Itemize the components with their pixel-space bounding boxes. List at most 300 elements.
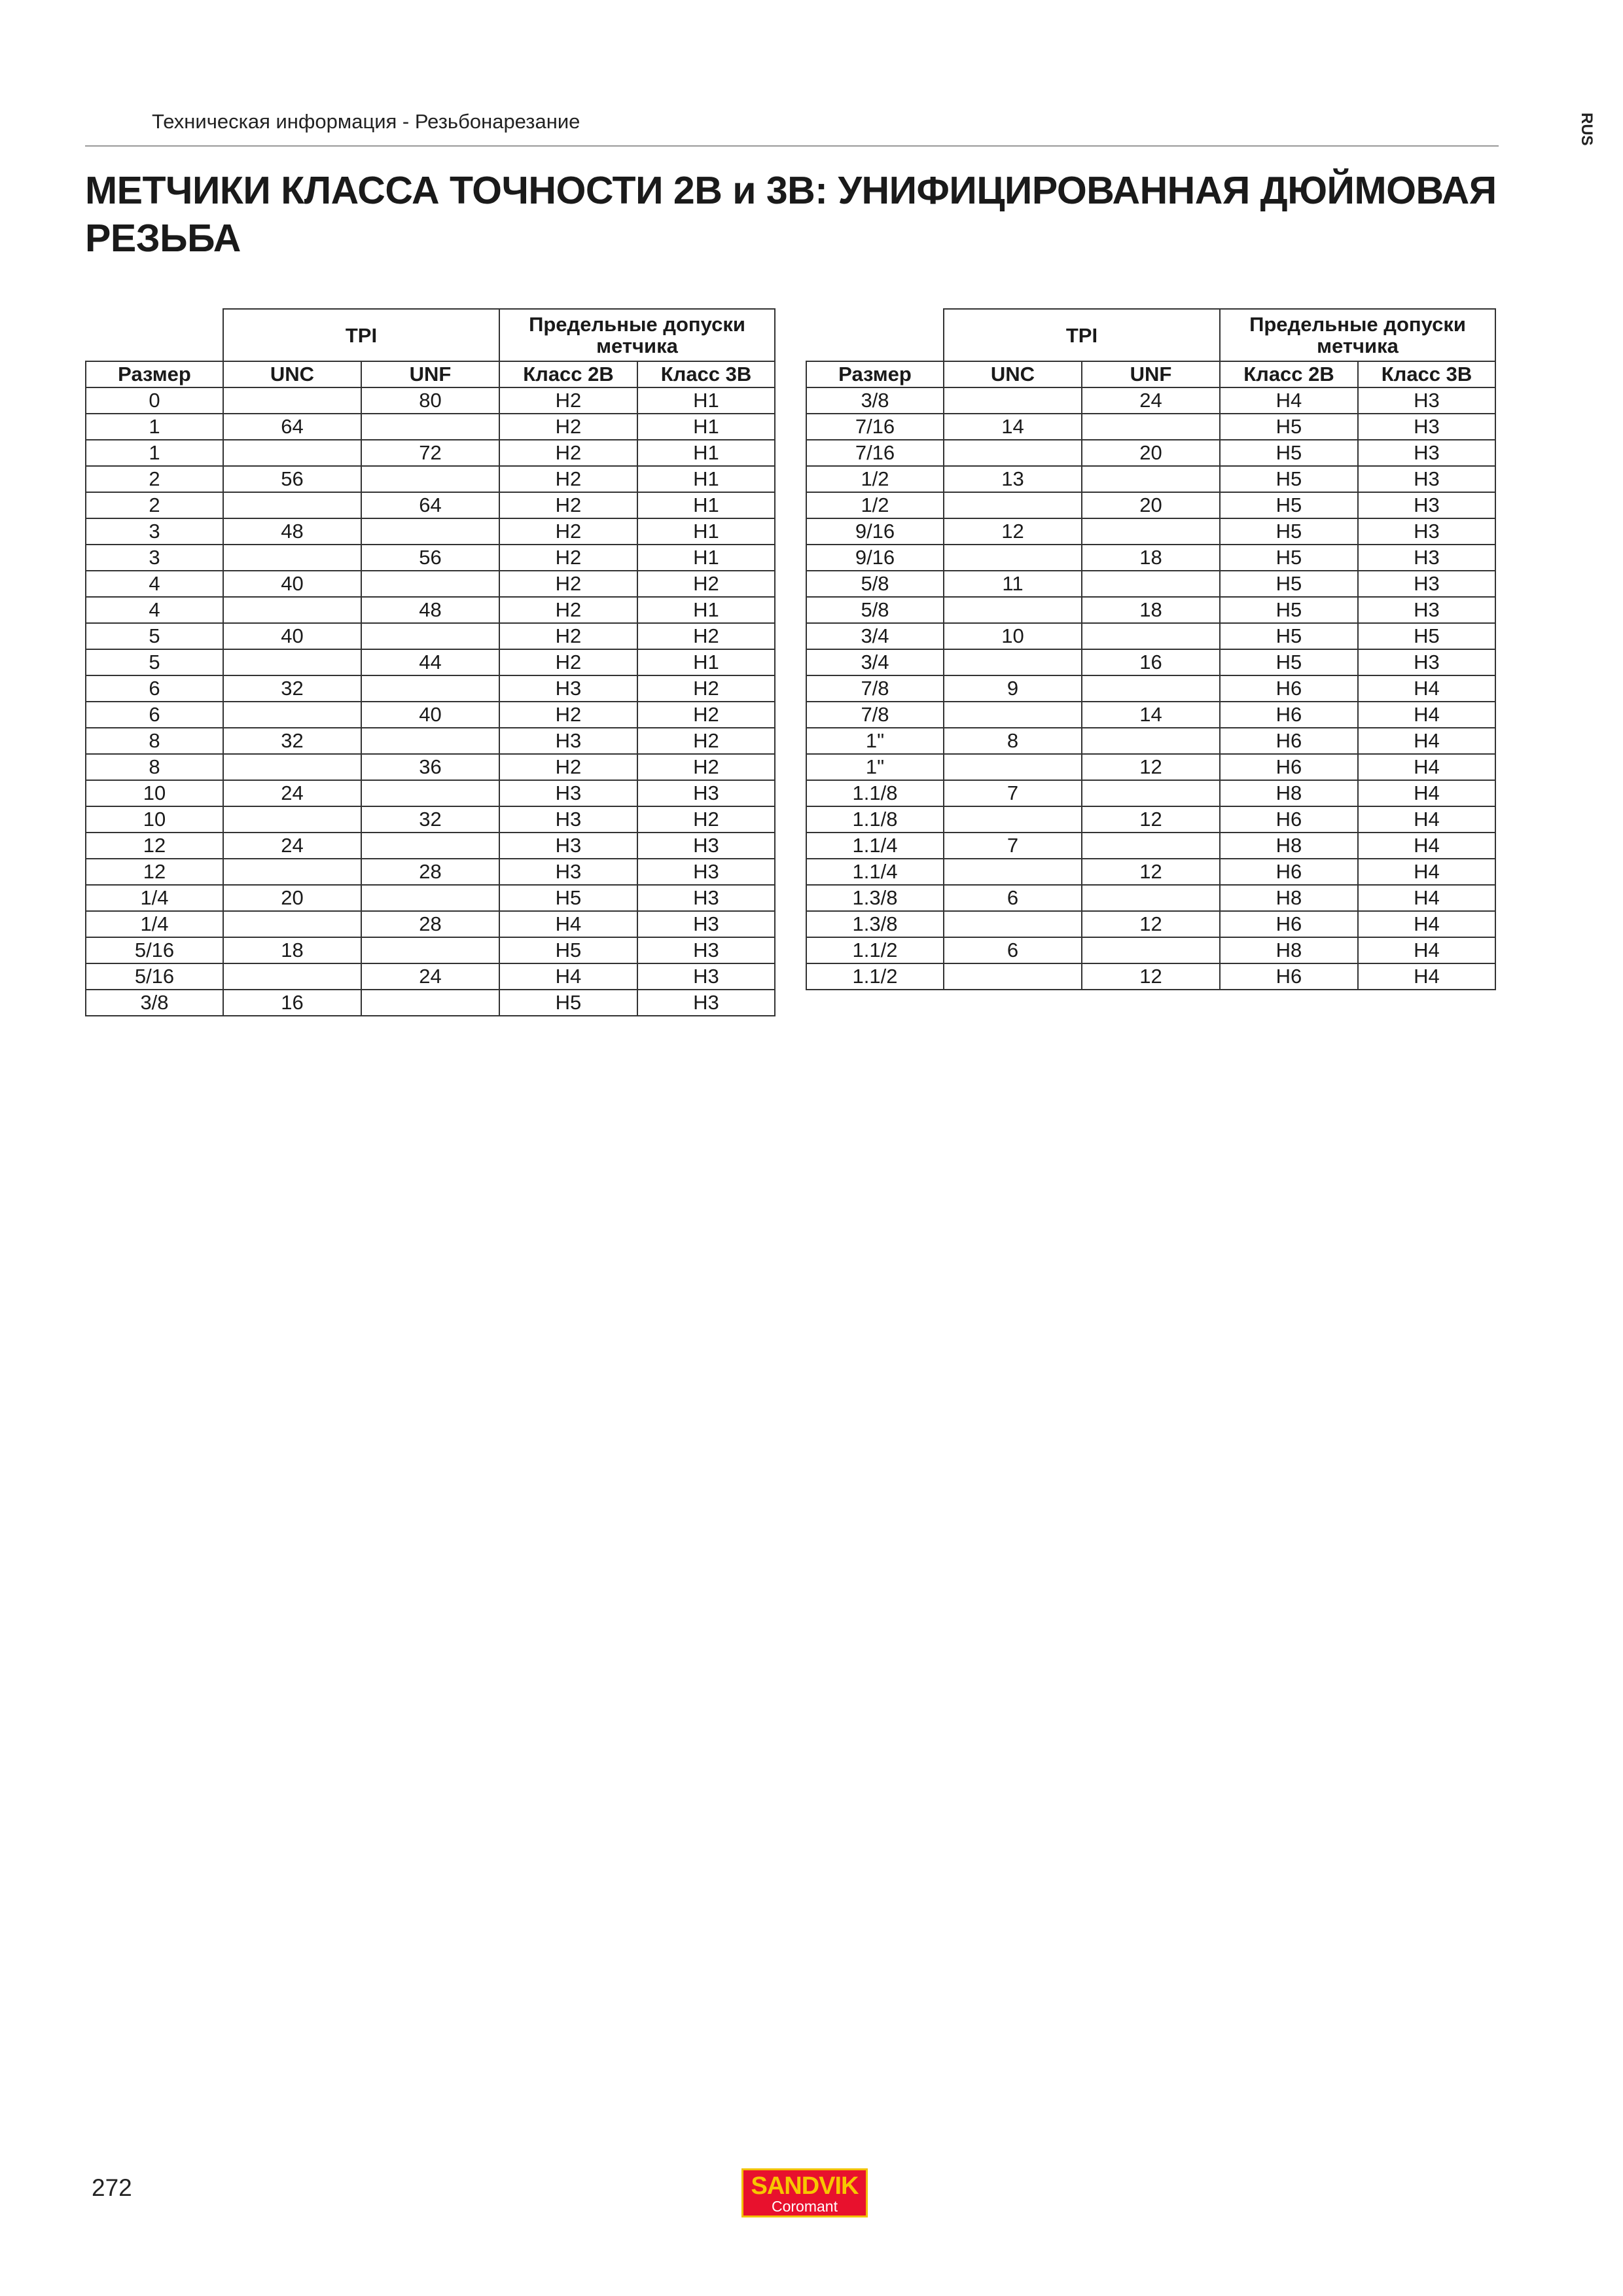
class-2b-cell: H2 bbox=[499, 440, 637, 466]
class-3b-cell: H2 bbox=[637, 675, 775, 702]
class-3b-cell: H4 bbox=[1358, 833, 1495, 859]
size-cell: 3 bbox=[86, 518, 223, 545]
class-3b-cell: H3 bbox=[1358, 571, 1495, 597]
size-cell: 5/8 bbox=[806, 597, 944, 623]
class-3b-cell: H4 bbox=[1358, 885, 1495, 911]
table-row bbox=[806, 649, 1495, 675]
unf-cell bbox=[361, 833, 499, 859]
table-row bbox=[806, 702, 1495, 728]
unc-cell: 7 bbox=[944, 780, 1082, 806]
table-row bbox=[806, 571, 1495, 597]
table-row bbox=[86, 675, 775, 702]
size-cell: 4 bbox=[86, 597, 223, 623]
class-3b-cell: H1 bbox=[637, 597, 775, 623]
class-2b-cell: H3 bbox=[499, 728, 637, 754]
size-cell: 10 bbox=[86, 780, 223, 806]
class-2b-cell: H5 bbox=[1220, 518, 1358, 545]
unc-column-header: UNC bbox=[944, 361, 1082, 387]
table-row bbox=[86, 545, 775, 571]
class-3b-cell: H4 bbox=[1358, 937, 1495, 963]
unf-cell: 40 bbox=[361, 702, 499, 728]
size-cell: 1.1/4 bbox=[806, 833, 944, 859]
class-3b-cell: H4 bbox=[1358, 780, 1495, 806]
class-3b-cell: H4 bbox=[1358, 911, 1495, 937]
unf-cell: 36 bbox=[361, 754, 499, 780]
header-blank-cell bbox=[806, 309, 944, 361]
unf-cell bbox=[1082, 728, 1220, 754]
table-row bbox=[86, 387, 775, 414]
class-3b-cell: H3 bbox=[1358, 545, 1495, 571]
class-3b-cell: H3 bbox=[1358, 597, 1495, 623]
table-row bbox=[86, 780, 775, 806]
unf-cell bbox=[361, 414, 499, 440]
table-row bbox=[86, 806, 775, 833]
unf-cell bbox=[361, 466, 499, 492]
class-2b-cell: H8 bbox=[1220, 833, 1358, 859]
unf-cell: 64 bbox=[361, 492, 499, 518]
class-2b-cell: H8 bbox=[1220, 780, 1358, 806]
class-2b-column-header: Класс 2B bbox=[499, 361, 637, 387]
size-cell: 1/4 bbox=[86, 911, 223, 937]
unc-cell bbox=[944, 806, 1082, 833]
unf-cell: 12 bbox=[1082, 754, 1220, 780]
unf-cell: 28 bbox=[361, 859, 499, 885]
unc-cell bbox=[223, 806, 361, 833]
class-3b-cell: H1 bbox=[637, 545, 775, 571]
unc-cell bbox=[944, 492, 1082, 518]
unf-column-header: UNF bbox=[1082, 361, 1220, 387]
unf-cell: 24 bbox=[361, 963, 499, 990]
unf-cell bbox=[361, 675, 499, 702]
table-row bbox=[86, 833, 775, 859]
class-3b-cell: H3 bbox=[1358, 649, 1495, 675]
unc-cell bbox=[223, 387, 361, 414]
class-3b-cell: H1 bbox=[637, 440, 775, 466]
unf-cell bbox=[361, 623, 499, 649]
class-2b-cell: H6 bbox=[1220, 675, 1358, 702]
unf-cell bbox=[1082, 518, 1220, 545]
class-2b-cell: H2 bbox=[499, 545, 637, 571]
unf-cell bbox=[361, 990, 499, 1016]
unc-cell: 32 bbox=[223, 675, 361, 702]
class-2b-cell: H8 bbox=[1220, 885, 1358, 911]
unf-cell bbox=[361, 518, 499, 545]
class-2b-cell: H5 bbox=[499, 990, 637, 1016]
class-2b-column-header: Класс 2B bbox=[1220, 361, 1358, 387]
header-section-text: Техническая информация - Резьбонарезание bbox=[152, 110, 580, 133]
unf-cell: 16 bbox=[1082, 649, 1220, 675]
size-column-header: Размер bbox=[806, 361, 944, 387]
class-3b-cell: H2 bbox=[637, 754, 775, 780]
tolerance-table-left bbox=[85, 308, 776, 1016]
unc-cell bbox=[223, 545, 361, 571]
size-cell: 2 bbox=[86, 492, 223, 518]
table-row bbox=[806, 414, 1495, 440]
size-cell: 8 bbox=[86, 728, 223, 754]
class-2b-cell: H6 bbox=[1220, 728, 1358, 754]
class-3b-cell: H3 bbox=[1358, 414, 1495, 440]
header-rule bbox=[85, 145, 1499, 147]
table-row bbox=[806, 806, 1495, 833]
unf-cell: 12 bbox=[1082, 911, 1220, 937]
unc-cell bbox=[223, 754, 361, 780]
size-cell: 5/8 bbox=[806, 571, 944, 597]
table-row bbox=[806, 780, 1495, 806]
size-cell: 6 bbox=[86, 675, 223, 702]
size-cell: 1" bbox=[806, 728, 944, 754]
class-2b-cell: H2 bbox=[499, 466, 637, 492]
class-3b-cell: H3 bbox=[1358, 518, 1495, 545]
table-row bbox=[86, 571, 775, 597]
unf-cell: 44 bbox=[361, 649, 499, 675]
class-2b-cell: H5 bbox=[1220, 492, 1358, 518]
size-cell: 2 bbox=[86, 466, 223, 492]
unc-cell bbox=[944, 440, 1082, 466]
tolerance-header: Предельные допуски метчика bbox=[499, 309, 775, 361]
size-cell: 3/8 bbox=[806, 387, 944, 414]
unf-cell bbox=[361, 780, 499, 806]
class-3b-cell: H3 bbox=[637, 885, 775, 911]
unc-cell: 14 bbox=[944, 414, 1082, 440]
unc-cell bbox=[944, 387, 1082, 414]
size-cell: 1/2 bbox=[806, 466, 944, 492]
size-cell: 6 bbox=[86, 702, 223, 728]
unf-cell: 12 bbox=[1082, 859, 1220, 885]
unf-cell bbox=[361, 571, 499, 597]
size-cell: 1.3/8 bbox=[806, 911, 944, 937]
class-3b-cell: H4 bbox=[1358, 675, 1495, 702]
unf-cell bbox=[1082, 571, 1220, 597]
unc-cell: 13 bbox=[944, 466, 1082, 492]
table-row bbox=[806, 545, 1495, 571]
class-2b-cell: H2 bbox=[499, 623, 637, 649]
unc-cell bbox=[223, 911, 361, 937]
table-row bbox=[86, 911, 775, 937]
class-2b-cell: H5 bbox=[1220, 545, 1358, 571]
unc-cell bbox=[944, 963, 1082, 990]
table-row bbox=[806, 597, 1495, 623]
logo-sub-text: Coromant bbox=[772, 2198, 838, 2215]
table-row bbox=[86, 649, 775, 675]
class-3b-column-header: Класс 3B bbox=[637, 361, 775, 387]
table-row bbox=[806, 754, 1495, 780]
table-row bbox=[86, 754, 775, 780]
table-row bbox=[806, 859, 1495, 885]
size-cell: 9/16 bbox=[806, 545, 944, 571]
table-row bbox=[806, 885, 1495, 911]
unc-cell bbox=[223, 597, 361, 623]
unf-cell: 80 bbox=[361, 387, 499, 414]
unc-cell bbox=[944, 702, 1082, 728]
table-row bbox=[86, 990, 775, 1016]
unc-cell: 10 bbox=[944, 623, 1082, 649]
table-row bbox=[806, 937, 1495, 963]
unc-cell: 6 bbox=[944, 937, 1082, 963]
size-cell: 1.1/2 bbox=[806, 963, 944, 990]
class-3b-cell: H2 bbox=[637, 702, 775, 728]
table-row bbox=[806, 518, 1495, 545]
logo-main-text: SANDVIK bbox=[751, 2172, 859, 2200]
table-row bbox=[806, 728, 1495, 754]
class-3b-cell: H4 bbox=[1358, 859, 1495, 885]
class-2b-cell: H2 bbox=[499, 754, 637, 780]
class-3b-cell: H4 bbox=[1358, 806, 1495, 833]
unc-cell: 40 bbox=[223, 571, 361, 597]
tolerance-table-right bbox=[806, 308, 1496, 990]
table-row bbox=[86, 859, 775, 885]
unc-cell bbox=[223, 649, 361, 675]
unc-cell: 24 bbox=[223, 833, 361, 859]
table-row bbox=[86, 466, 775, 492]
unf-cell bbox=[361, 937, 499, 963]
class-2b-cell: H2 bbox=[499, 387, 637, 414]
class-3b-cell: H1 bbox=[637, 466, 775, 492]
size-cell: 1.3/8 bbox=[806, 885, 944, 911]
language-code: RUS bbox=[1578, 113, 1596, 146]
unc-cell bbox=[223, 963, 361, 990]
table-row bbox=[86, 440, 775, 466]
class-3b-cell: H1 bbox=[637, 518, 775, 545]
class-3b-cell: H2 bbox=[637, 571, 775, 597]
page-title: МЕТЧИКИ КЛАССА ТОЧНОСТИ 2B и 3B: УНИФИЦИРОВАННАЯ ДЮЙМОВАЯ РЕЗЬБА bbox=[85, 169, 1497, 260]
table-row bbox=[806, 963, 1495, 990]
size-cell: 5/16 bbox=[86, 937, 223, 963]
class-2b-cell: H5 bbox=[1220, 414, 1358, 440]
class-2b-cell: H3 bbox=[499, 806, 637, 833]
size-cell: 12 bbox=[86, 859, 223, 885]
unc-cell bbox=[223, 702, 361, 728]
unc-column-header: UNC bbox=[223, 361, 361, 387]
table-row bbox=[86, 623, 775, 649]
unc-cell bbox=[944, 545, 1082, 571]
sandvik-coromant-logo bbox=[741, 2168, 868, 2217]
class-2b-cell: H3 bbox=[499, 780, 637, 806]
class-3b-cell: H2 bbox=[637, 623, 775, 649]
class-2b-cell: H2 bbox=[499, 571, 637, 597]
table-row bbox=[806, 387, 1495, 414]
class-2b-cell: H4 bbox=[1220, 387, 1358, 414]
class-3b-cell: H3 bbox=[637, 990, 775, 1016]
class-2b-cell: H5 bbox=[1220, 649, 1358, 675]
class-2b-cell: H5 bbox=[1220, 597, 1358, 623]
table-row bbox=[86, 597, 775, 623]
unc-cell bbox=[944, 911, 1082, 937]
class-2b-cell: H6 bbox=[1220, 963, 1358, 990]
size-cell: 1/4 bbox=[86, 885, 223, 911]
class-2b-cell: H3 bbox=[499, 833, 637, 859]
size-cell: 5/16 bbox=[86, 963, 223, 990]
header-blank-cell bbox=[86, 309, 223, 361]
size-cell: 7/8 bbox=[806, 702, 944, 728]
unc-cell: 48 bbox=[223, 518, 361, 545]
size-column-header: Размер bbox=[86, 361, 223, 387]
size-cell: 5 bbox=[86, 623, 223, 649]
class-2b-cell: H2 bbox=[499, 649, 637, 675]
unf-cell: 18 bbox=[1082, 597, 1220, 623]
unf-cell: 28 bbox=[361, 911, 499, 937]
unf-cell bbox=[1082, 414, 1220, 440]
table-row bbox=[86, 518, 775, 545]
class-3b-cell: H1 bbox=[637, 387, 775, 414]
table-row bbox=[806, 623, 1495, 649]
unf-cell bbox=[1082, 675, 1220, 702]
unc-cell: 64 bbox=[223, 414, 361, 440]
class-3b-cell: H3 bbox=[1358, 440, 1495, 466]
class-3b-cell: H1 bbox=[637, 649, 775, 675]
size-cell: 1.1/2 bbox=[806, 937, 944, 963]
class-2b-cell: H2 bbox=[499, 492, 637, 518]
class-2b-cell: H5 bbox=[1220, 571, 1358, 597]
unc-cell: 32 bbox=[223, 728, 361, 754]
table-row bbox=[806, 833, 1495, 859]
table-row bbox=[806, 440, 1495, 466]
class-3b-cell: H3 bbox=[1358, 466, 1495, 492]
class-2b-cell: H5 bbox=[1220, 440, 1358, 466]
class-3b-cell: H2 bbox=[637, 728, 775, 754]
class-2b-cell: H5 bbox=[1220, 623, 1358, 649]
unf-cell: 12 bbox=[1082, 963, 1220, 990]
unc-cell bbox=[944, 597, 1082, 623]
table-row bbox=[86, 963, 775, 990]
tpi-header: TPI bbox=[944, 309, 1220, 361]
unf-cell bbox=[1082, 937, 1220, 963]
unc-cell bbox=[223, 440, 361, 466]
unc-cell: 20 bbox=[223, 885, 361, 911]
table-row bbox=[806, 911, 1495, 937]
table-row bbox=[806, 466, 1495, 492]
class-3b-cell: H3 bbox=[637, 937, 775, 963]
unc-cell: 18 bbox=[223, 937, 361, 963]
size-cell: 12 bbox=[86, 833, 223, 859]
unf-cell: 72 bbox=[361, 440, 499, 466]
class-2b-cell: H5 bbox=[499, 937, 637, 963]
page-number: 272 bbox=[92, 2174, 132, 2201]
unf-cell: 18 bbox=[1082, 545, 1220, 571]
unf-cell: 56 bbox=[361, 545, 499, 571]
unf-cell: 32 bbox=[361, 806, 499, 833]
class-3b-cell: H1 bbox=[637, 492, 775, 518]
unc-cell: 16 bbox=[223, 990, 361, 1016]
class-2b-cell: H5 bbox=[499, 885, 637, 911]
table-row bbox=[86, 728, 775, 754]
table-row bbox=[806, 492, 1495, 518]
size-cell: 7/8 bbox=[806, 675, 944, 702]
class-3b-cell: H3 bbox=[637, 780, 775, 806]
tpi-header: TPI bbox=[223, 309, 499, 361]
class-3b-cell: H3 bbox=[1358, 492, 1495, 518]
unf-cell bbox=[1082, 466, 1220, 492]
unf-cell: 20 bbox=[1082, 440, 1220, 466]
class-3b-cell: H2 bbox=[637, 806, 775, 833]
table-row bbox=[86, 937, 775, 963]
unc-cell: 6 bbox=[944, 885, 1082, 911]
size-cell: 3 bbox=[86, 545, 223, 571]
unc-cell bbox=[944, 754, 1082, 780]
class-3b-cell: H3 bbox=[637, 859, 775, 885]
unf-cell bbox=[1082, 623, 1220, 649]
class-2b-cell: H2 bbox=[499, 414, 637, 440]
unc-cell: 24 bbox=[223, 780, 361, 806]
unc-cell: 40 bbox=[223, 623, 361, 649]
unc-cell: 9 bbox=[944, 675, 1082, 702]
size-cell: 3/8 bbox=[86, 990, 223, 1016]
size-cell: 1.1/8 bbox=[806, 780, 944, 806]
unf-cell bbox=[1082, 885, 1220, 911]
table-body bbox=[86, 387, 775, 1016]
size-cell: 1 bbox=[86, 440, 223, 466]
unc-cell bbox=[944, 649, 1082, 675]
class-3b-cell: H4 bbox=[1358, 754, 1495, 780]
class-2b-cell: H4 bbox=[499, 911, 637, 937]
class-3b-cell: H4 bbox=[1358, 728, 1495, 754]
size-cell: 1" bbox=[806, 754, 944, 780]
size-cell: 4 bbox=[86, 571, 223, 597]
unf-cell bbox=[1082, 780, 1220, 806]
table-row bbox=[86, 492, 775, 518]
unf-cell: 20 bbox=[1082, 492, 1220, 518]
size-cell: 7/16 bbox=[806, 414, 944, 440]
class-3b-cell: H1 bbox=[637, 414, 775, 440]
size-cell: 1.1/8 bbox=[806, 806, 944, 833]
class-3b-column-header: Класс 3B bbox=[1358, 361, 1495, 387]
class-2b-cell: H2 bbox=[499, 597, 637, 623]
size-cell: 8 bbox=[86, 754, 223, 780]
unc-cell bbox=[944, 859, 1082, 885]
size-cell: 1 bbox=[86, 414, 223, 440]
class-2b-cell: H2 bbox=[499, 702, 637, 728]
unc-cell: 12 bbox=[944, 518, 1082, 545]
size-cell: 1.1/4 bbox=[806, 859, 944, 885]
class-2b-cell: H6 bbox=[1220, 859, 1358, 885]
size-cell: 7/16 bbox=[806, 440, 944, 466]
unc-cell: 11 bbox=[944, 571, 1082, 597]
class-2b-cell: H6 bbox=[1220, 911, 1358, 937]
class-3b-cell: H3 bbox=[637, 911, 775, 937]
tolerance-header: Предельные допуски метчика bbox=[1220, 309, 1495, 361]
class-2b-cell: H3 bbox=[499, 675, 637, 702]
unf-cell: 14 bbox=[1082, 702, 1220, 728]
size-cell: 5 bbox=[86, 649, 223, 675]
class-3b-cell: H3 bbox=[637, 833, 775, 859]
table-row bbox=[86, 885, 775, 911]
class-3b-cell: H3 bbox=[637, 963, 775, 990]
unf-cell bbox=[1082, 833, 1220, 859]
class-3b-cell: H4 bbox=[1358, 702, 1495, 728]
unc-cell: 7 bbox=[944, 833, 1082, 859]
class-2b-cell: H2 bbox=[499, 518, 637, 545]
class-2b-cell: H6 bbox=[1220, 806, 1358, 833]
unc-cell bbox=[223, 492, 361, 518]
table-row bbox=[86, 702, 775, 728]
unf-column-header: UNF bbox=[361, 361, 499, 387]
table-body bbox=[806, 387, 1495, 990]
size-cell: 1/2 bbox=[806, 492, 944, 518]
size-cell: 3/4 bbox=[806, 623, 944, 649]
class-2b-cell: H8 bbox=[1220, 937, 1358, 963]
table-row bbox=[86, 414, 775, 440]
unf-cell: 24 bbox=[1082, 387, 1220, 414]
unc-cell: 8 bbox=[944, 728, 1082, 754]
size-cell: 0 bbox=[86, 387, 223, 414]
size-cell: 9/16 bbox=[806, 518, 944, 545]
unc-cell bbox=[223, 859, 361, 885]
class-2b-cell: H4 bbox=[499, 963, 637, 990]
class-3b-cell: H4 bbox=[1358, 963, 1495, 990]
class-3b-cell: H5 bbox=[1358, 623, 1495, 649]
unf-cell bbox=[361, 728, 499, 754]
class-3b-cell: H3 bbox=[1358, 387, 1495, 414]
unf-cell bbox=[361, 885, 499, 911]
